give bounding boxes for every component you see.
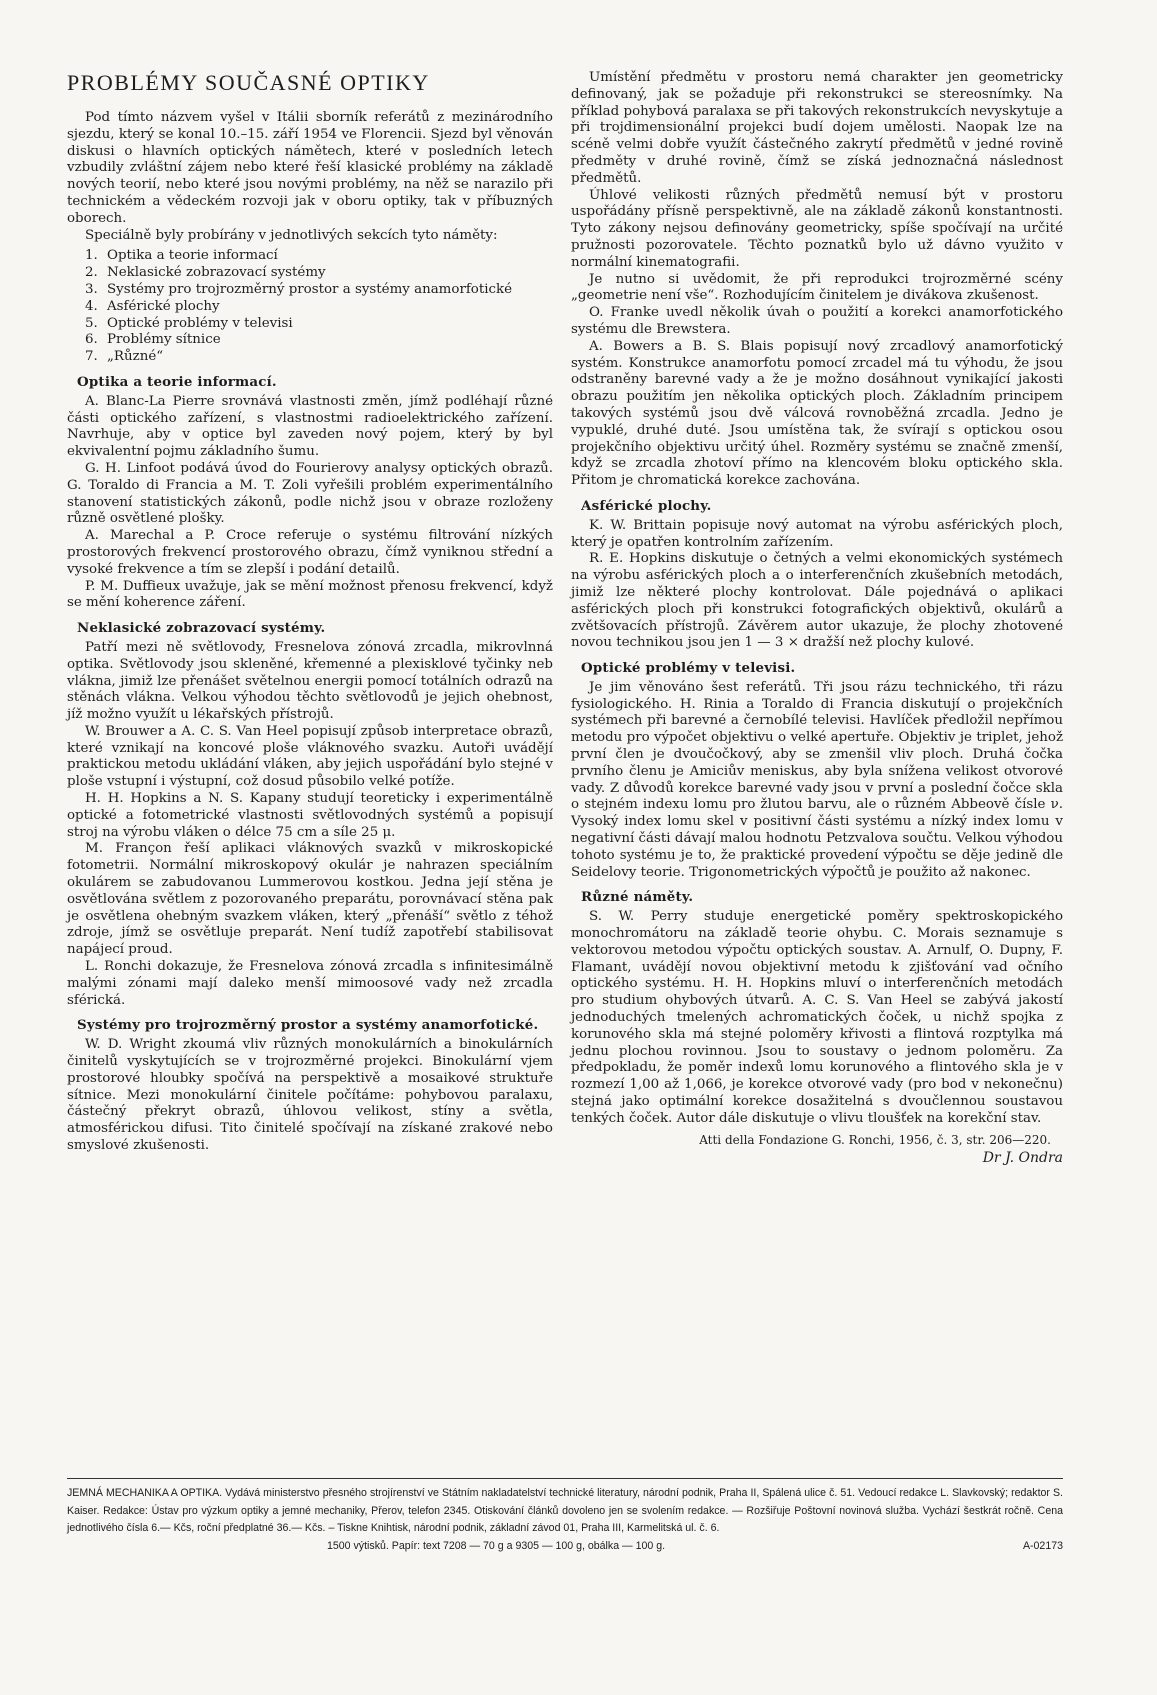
right-column bbox=[571, 70, 1063, 1167]
issue-code: A-02173 bbox=[1022, 1539, 1063, 1552]
section-heading: Různé náměty. bbox=[581, 889, 694, 906]
print-run: 1500 výtisků. Papír: text 7208 — 70 g a 9305 — 100 g, obálka — 100 g. bbox=[327, 1539, 666, 1552]
section-heading: Neklasické zobrazovací systémy. bbox=[77, 620, 326, 637]
paragraph: Úhlové velikosti různých předmětů nemusí být v prostoru uspořádány přísně perspektivně, ale na základě zákonů konstantnosti. Tyto zákony nejsou definovány geometricky, spíše spočívají na určité pružnosti pozorovatele. Těchto poznatků bylo už dávno využito v normální kinematografii. bbox=[571, 187, 1063, 270]
paragraph: M. Françon řeší aplikaci vláknových svazků v mikroskopické fotometrii. Normální mikroskopový okulár je nahrazen speciálním okulárem se zabudovanou Lummerovou kostkou. Jedna její stěna je osvětlována světlem z pozorovaného preparátu, porovnávací stěna pak je osvětlena ohebným svazkem vláken, který „přenáší“ světlo z téhož zdroje, jímž se osvětluje preparát. Není tudíž zapotřebí stabilisovat napájecí proud. bbox=[67, 841, 553, 958]
imprint-text: JEMNÁ MECHANIKA A OPTIKA. Vydává ministerstvo přesného strojírenství ve Státním nakladatelství technické literatury, národní podnik, Praha II, Spálená ulice č. 51. Vedoucí redakce L. Slavkovský; redaktor S. Kaiser. Redakce: Ústav pro výzkum optiky a jemné mechaniky, Přerov, telefon 2345. Otiskování článků dovoleno jen se svolením redakce. — Rozšiřuje Poštovní novinová služba. Vychází šestkrát ročně. Cena jednotlivého čísla 6.— Kčs, roční předplatné 36.— Kčs. – Tiskne Knihtisk, národní podnik, základní závod 01, Praha III, Karmelitská ul. č. 6. bbox=[67, 1487, 1063, 1535]
left-column bbox=[67, 70, 553, 1155]
paragraph: Je nutno si uvědomit, že při reprodukci trojrozměrné scény „geometrie není vše“. Rozhodujícím činitelem je divákova zkušenost. bbox=[571, 271, 1063, 304]
topic-list bbox=[85, 248, 553, 366]
section-heading: Systémy pro trojrozměrný prostor a systémy anamorfotické. bbox=[77, 1017, 539, 1034]
article-title: PROBLÉMY SOUČASNÉ OPTIKY bbox=[67, 70, 430, 95]
paragraph: S. W. Perry studuje energetické poměry spektroskopického monochromátoru na základě teorie ohybu. C. Morais seznamuje s vektorovou metodou výpočtu optických soustav. A. Arnulf, O. Dupny, F. Flamant, uvádějí novou objektivní metodu k zjišťování vad očního optického systému. H. H. Hopkins mluví o interferenčních metodách pro studium ohybových útvarů. A. C. S. Van Heel se zabývá jakostí jednoduchých tmelených achromatických čoček, u nichž spojka z korunového skla má stejné poloměry křivosti a flintová rozptylka má jednu plochou rovinnou. Jsou to soustavy o jednom poloměru. Za předpokladu, že poměr indexů lomu korunového a flintového skla je v rozmezí 1,00 až 1,066, je korekce otvorové vady (pro bod v nekonečnu) stejná jako optimální korekce dosažitelná s dvoučlennou soustavou tenkých čoček. Autor dále diskutuje o vlivu tloušťek na korekční stav. bbox=[571, 909, 1063, 1126]
paragraph: Patří mezi ně světlovody, Fresnelova zónová zrcadla, mikrovlnná optika. Světlovody jsou skleněné, křemenné a plexisklové tyčinky neb vlákna, jimiž lze přenášet světelnou energii pomocí totálních odrazů na stěnách vlákna. Velkou výhodou těchto světlovodů je jejich ohebnost, jíž možno využít u lékařských přístrojů. bbox=[67, 639, 553, 723]
paragraph: A. Bowers a B. S. Blais popisují nový zrcadlový anamorfotický systém. Konstrukce anamorfotu pomocí zrcadel má tu výhodu, že jsou odstraněny barevné vady a že je možno dosáhnout vynikající jakosti obrazu použitím jen několika optických ploch. Základním principem takových systémů jsou dvě válcová rovnoběžná zrcadla. Jedno je vypuklé, druhé duté. Jsou umístěna tak, že svírají s optickou osou projekčního objektivu určitý úhel. Rozměry systému se značně zmenší, když se zrcadla zhotoví přímo na klencovém bloku optického skla. Přitom je chromatická korekce zachována. bbox=[571, 338, 1063, 489]
list-item: 5. Optické problémy v televisi bbox=[85, 315, 293, 331]
source-citation: Atti della Fondazione G. Ronchi, 1956, č. 3, str. 206—220. bbox=[699, 1132, 1051, 1147]
section-heading: Optické problémy v televisi. bbox=[581, 660, 796, 677]
list-item: 1. Optika a teorie informací bbox=[85, 248, 278, 264]
section-heading: Optika a teorie informací. bbox=[77, 373, 277, 390]
intro-paragraph: Speciálně byly probírány v jednotlivých sekcích tyto náměty: bbox=[85, 227, 498, 243]
list-item: 7. „Různé“ bbox=[85, 349, 164, 365]
intro-paragraph: Pod tímto názvem vyšel v Itálii sborník referátů z mezinárodního sjezdu, který se konal 10.–15. září 1954 ve Florencii. Sjezd byl věnován diskusi o hlavních optických námětech, které v posledních letech vzbudily zvláštní zájem nebo které řeší klasické problémy na základě nových teorií, nebo které jsou novými problémy, na něž se narazilo při technickém a vědeckém rozvoji jak v oboru optiky, tak v příbuzných oborech. bbox=[67, 110, 553, 226]
paragraph: Umístění předmětu v prostoru nemá charakter jen geometricky definovaný, jak se požaduje při rekonstrukci se stereosnímky. Na příklad pohybová paralaxa se při takových rekonstrukcích nevyskytuje a při trojdimensionální projekci budí dojem umělosti. Naopak lze na scéně velmi dobře využít částečného zakrytí předmětů v jedné rovině předměty v druhé rovině, čímž se získá jednoznačná následnost předmětů. bbox=[571, 70, 1063, 186]
paragraph: Je jim věnováno šest referátů. Tři jsou rázu technického, tři rázu fysiologického. H. Rinia a Toraldo di Francia diskutují o projekčních systémech při barevné a černobílé televisi. Havlíček předložil nepřímou metodu pro výpočet objektivu o velké apertuře. Objektiv je triplet, jehož první člen je dvoučočkový, aby se zmenšil vliv ploch. Druhá čočka prvního členu je Amiciův meniskus, aby byla snížena velikost otvorové vady. Z důvodů korekce barevné vady jsou v první a poslední čočce skla o stejném indexu lomu pro žlutou barvu, ale o různém Abbeově čísle ν. Vysoký index lomu skel v positivní části systému a nízký index lomu v negativní části dávají malou hodnotu Petzvalova součtu. Velkou výhodou tohoto systému je to, že praktické provedení výpočtu se děje jedině dle Seidelovy teorie. Trigonometrických výpočtů je použito až nakonec. bbox=[571, 679, 1063, 880]
paragraph: L. Ronchi dokazuje, že Fresnelova zónová zrcadla s infinitesimálně malými zónami mají daleko menší mimoosové vady než zrcadla sférická. bbox=[67, 959, 553, 1008]
imprint-last-line bbox=[67, 1538, 1063, 1556]
list-item: 3. Systémy pro trojrozměrný prostor a systémy anamorfotické bbox=[85, 281, 513, 297]
list-item: 6. Problémy sítnice bbox=[85, 332, 221, 348]
paragraph: A. Marechal a P. Croce referuje o systému filtrování nízkých prostorových frekvencí prostorového obrazu, čímž vyniknou střední a vysoké frekvence a tím se zlepší i podání detailů. bbox=[67, 528, 553, 577]
paragraph: P. M. Duffieux uvažuje, jak se mění možnost přenosu frekvencí, když se mění koherence záření. bbox=[67, 578, 553, 611]
paragraph: R. E. Hopkins diskutuje o četných a velmi ekonomických systémech na výrobu asférických ploch a o interferenčních zkušebních metodách, jimiž lze některé plochy kontrolovat. Dále pojednává o aplikaci asférických ploch při konstrukci fotografických objektivů, okulárů a zvětšovacích přístrojů. Závěrem autor ukazuje, že plochy zhotovené novou technikou jsou jen 1 — 3 × dražší než plochy kulové. bbox=[571, 551, 1063, 651]
author-signature: Dr J. Ondra bbox=[982, 1150, 1063, 1167]
paragraph: G. H. Linfoot podává úvod do Fourierovy analysy optických obrazů. G. Toraldo di Francia a M. T. Zoli vyřešili problém experimentálního stanovení statistických zákonů, podle nichž jsou v obraze rozloženy různě osvětlené plošky. bbox=[67, 460, 553, 527]
paragraph: A. Blanc-La Pierre srovnává vlastnosti změn, jímž podléhají různé části optického zařízení, s vlastnostmi radioelektrického zařízení. Navrhuje, aby v optice byl zaveden nový pojem, který by byl ekvivalentní pojmu základního šumu. bbox=[67, 393, 553, 460]
section-heading: Asférické plochy. bbox=[581, 497, 712, 514]
imprint-footer bbox=[67, 1478, 1063, 1555]
paragraph: W. Brouwer a A. C. S. Van Heel popisují způsob interpretace obrazů, které vznikají na koncové ploše vláknového svazku. Autoři uvádějí praktickou metodu ukládání vláken, aby jejich uspořádání bylo stejné v ploše vstupní i výstupní, což dosud působilo velké potíže. bbox=[67, 723, 553, 790]
list-item: 2. Neklasické zobrazovací systémy bbox=[85, 265, 326, 281]
paragraph: O. Franke uvedl několik úvah o použití a korekci anamorfotického systému dle Brewstera. bbox=[571, 305, 1063, 337]
paragraph: W. D. Wright zkoumá vliv různých monokulárních a binokulárních činitelů vyskytujících se v trojrozměrné projekci. Binokulární vjem prostorové hloubky spočívá na perspektivě a mosaikové struktuře sítnice. Mezi monokulární činitele počítáme: pohybovou paralaxu, částečný překryt obrazů, úhlovou velikost, stíny a světla, atmosférickou difusi. Tito činitelé spočívají na získané zrakové nebo smyslové zkušenosti. bbox=[67, 1037, 553, 1154]
paragraph: K. W. Brittain popisuje nový automat na výrobu asférických ploch, který je opatřen kontrolním zařízením. bbox=[571, 517, 1063, 550]
list-item: 4. Asférické plochy bbox=[85, 298, 220, 314]
paragraph: H. H. Hopkins a N. S. Kapany studují teoreticky i experimentálně optické a fotometrické vlastnosti světlovodných systémů a popisují stroj na výrobu vláken o délce 75 cm a síle 25 μ. bbox=[67, 791, 553, 840]
